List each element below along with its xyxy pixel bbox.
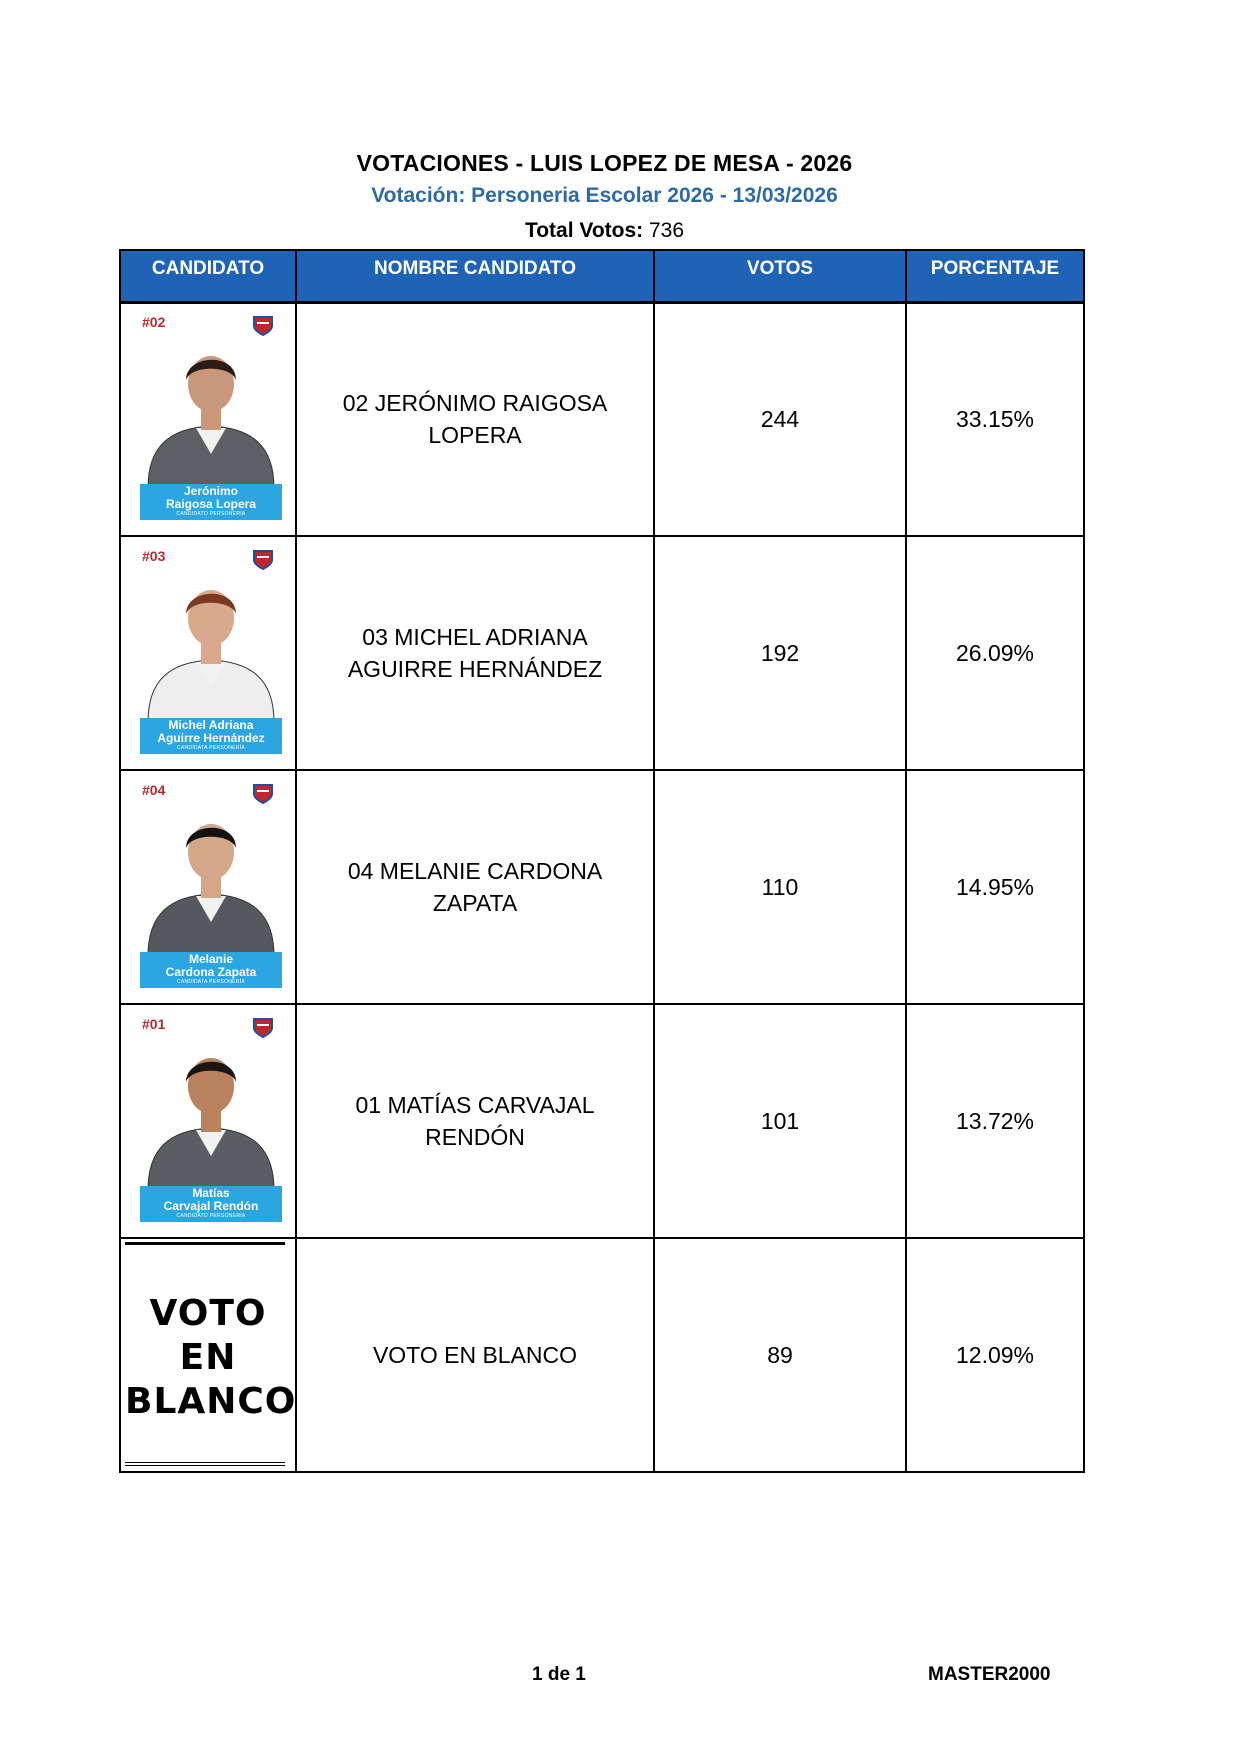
candidate-name: 03 MICHEL ADRIANA AGUIRRE HERNÁNDEZ [296,536,654,770]
candidate-percent: 12.09% [906,1238,1084,1472]
candidate-card-cell [120,1004,296,1238]
candidate-card-cell [120,770,296,1004]
card-name-line-2: Raigosa Lopera [165,497,257,512]
candidate-photo [140,1030,282,1196]
candidate-percent: 14.95% [906,770,1084,1004]
col-header-nombre: NOMBRE CANDIDATO [296,250,654,302]
card-name-line-2: Aguirre Hernández [157,731,265,745]
candidate-photo [140,562,282,728]
candidate-card-label [140,718,282,754]
school-crest-icon [252,782,274,810]
candidate-card [134,776,282,998]
table-row [120,770,1084,1004]
blank-card-line-3: BLANCO [125,1381,297,1422]
candidate-photo [140,328,282,494]
results-table [119,249,1085,1473]
candidate-card-label [140,952,282,988]
col-header-candidato: CANDIDATO [120,250,296,302]
page-number: 1 de 1 [532,1664,586,1685]
card-name-line-1: Melanie [188,952,233,966]
page-title: VOTACIONES - LUIS LOPEZ DE MESA - 2026 [356,150,853,176]
blank-vote-card [125,1240,297,1470]
candidate-percent: 26.09% [906,536,1084,770]
candidate-name: 01 MATÍAS CARVAJAL RENDÓN [296,1004,654,1238]
card-role: CANDIDATA PERSONERÍA [176,979,246,985]
candidate-name: 02 JERÓNIMO RAIGOSA LOPERA [296,302,654,536]
candidate-card-label [140,484,282,520]
candidate-name: VOTO EN BLANCO [296,1238,654,1472]
candidate-card-cell [120,536,296,770]
candidate-votes: 244 [654,302,906,536]
card-role: CANDIDATO PERSONERÍA [176,1213,246,1219]
card-name-line-1: Matías [192,1186,230,1200]
col-header-votos: VOTOS [654,250,906,302]
candidate-card-number: #01 [142,1016,166,1032]
card-name-line-1: Jerónimo [183,484,238,499]
divider [125,1242,285,1245]
school-crest-icon [252,548,274,576]
divider [125,1462,285,1466]
candidate-votes: 101 [654,1004,906,1238]
candidate-votes: 192 [654,536,906,770]
card-name-line-2: Carvajal Rendón [163,1199,259,1213]
candidate-percent: 13.72% [906,1004,1084,1238]
candidate-card-label [140,1186,282,1222]
total-votes-label: Total Votos: [524,219,644,242]
report-code: MASTER2000 [928,1664,1051,1685]
blank-card-line-2: EN [179,1337,237,1378]
col-header-porcentaje: PORCENTAJE [906,250,1084,302]
card-name-line-1: Michel Adriana [168,718,254,732]
table-row [120,536,1084,770]
card-role: CANDIDATO PERSONERÍA [176,511,246,518]
card-role: CANDIDATA PERSONERÍA [176,745,246,751]
page-subtitle: Votación: Personeria Escolar 2026 - 13/03/2026 [371,184,838,207]
table-row [120,1004,1084,1238]
candidate-card-number: #04 [142,782,166,798]
table-row-blank-vote [120,1238,1084,1472]
table-row [120,302,1084,536]
candidate-name: 04 MELANIE CARDONA ZAPATA [296,770,654,1004]
school-crest-icon [252,1016,274,1044]
school-crest-icon [252,314,274,342]
blank-card-line-1: VOTO [149,1293,267,1334]
candidate-card-number: #02 [142,314,166,331]
total-votes-value: 736 [649,219,685,242]
candidate-votes: 110 [654,770,906,1004]
candidate-card [134,308,282,530]
table-header-row [120,250,1084,302]
candidate-card [134,542,282,764]
candidate-card-cell [120,302,296,536]
blank-vote-card-cell [120,1238,296,1472]
candidate-percent: 33.15% [906,302,1084,536]
candidate-votes: 89 [654,1238,906,1472]
total-votes [0,219,1209,243]
candidate-photo [140,796,282,962]
candidate-card [134,1010,282,1232]
candidate-card-number: #03 [142,548,166,564]
card-name-line-2: Cardona Zapata [165,965,257,979]
